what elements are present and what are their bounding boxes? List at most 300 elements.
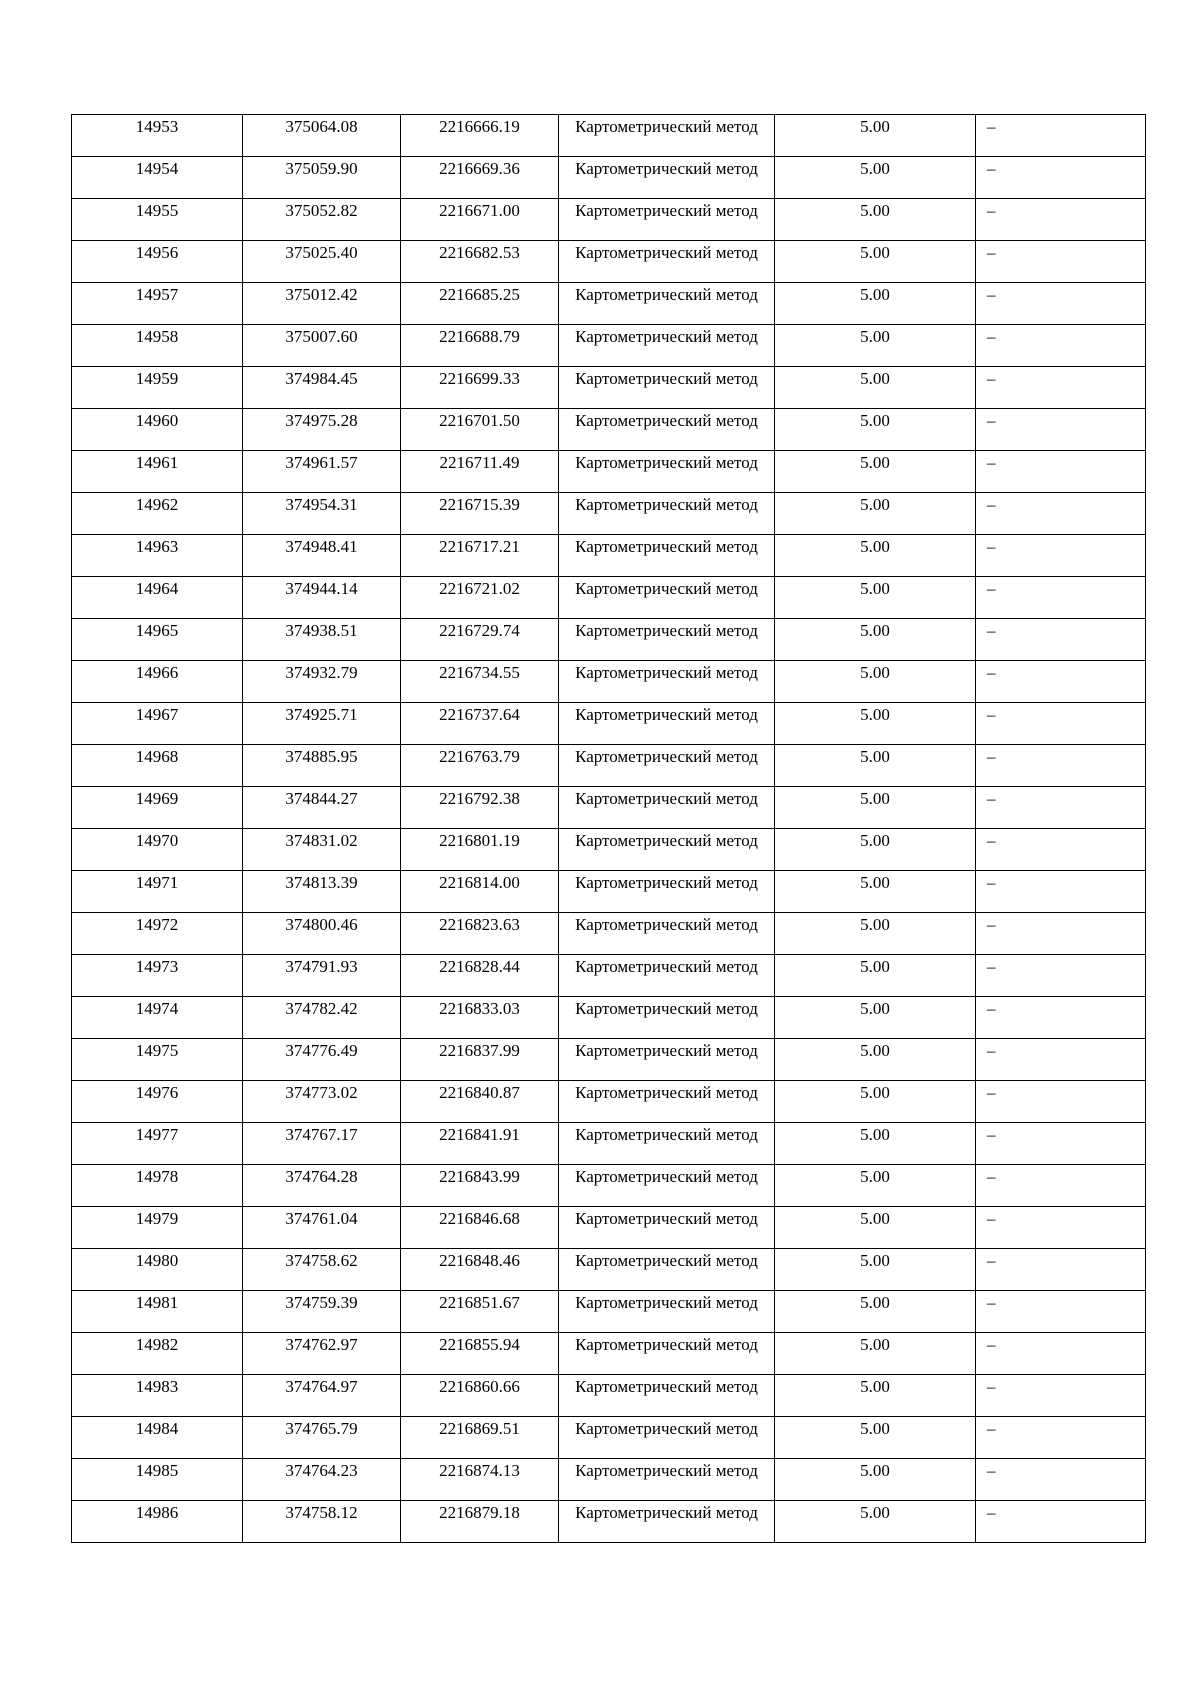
note-cell xyxy=(976,1081,1146,1123)
y-coordinate-cell-text: 2216840.87 xyxy=(439,1083,520,1102)
method-cell xyxy=(559,451,775,493)
note-cell-text: – xyxy=(987,831,996,850)
accuracy-cell xyxy=(775,703,976,745)
y-coordinate-cell xyxy=(401,1501,559,1543)
table-row xyxy=(72,913,1146,955)
y-coordinate-cell-text: 2216843.99 xyxy=(439,1167,520,1186)
note-cell xyxy=(976,367,1146,409)
accuracy-cell-text: 5.00 xyxy=(860,411,890,430)
accuracy-cell xyxy=(775,955,976,997)
point-id-cell-text: 14963 xyxy=(135,537,179,556)
note-cell-text: – xyxy=(987,201,996,220)
note-cell-text: – xyxy=(987,1461,996,1480)
x-coordinate-cell xyxy=(243,619,401,661)
accuracy-cell-text: 5.00 xyxy=(860,495,890,514)
y-coordinate-cell-text: 2216669.36 xyxy=(439,159,520,178)
y-coordinate-cell xyxy=(401,829,559,871)
y-coordinate-cell xyxy=(401,283,559,325)
y-coordinate-cell-text: 2216841.91 xyxy=(439,1125,520,1144)
method-cell xyxy=(559,1291,775,1333)
note-cell xyxy=(976,451,1146,493)
point-id-cell xyxy=(72,829,243,871)
note-cell-text: – xyxy=(987,621,996,640)
point-id-cell xyxy=(72,325,243,367)
note-cell-text: – xyxy=(987,369,996,388)
accuracy-cell-text: 5.00 xyxy=(860,789,890,808)
y-coordinate-cell xyxy=(401,1249,559,1291)
method-cell xyxy=(559,871,775,913)
note-cell xyxy=(976,1459,1146,1501)
accuracy-cell xyxy=(775,409,976,451)
method-cell xyxy=(559,1123,775,1165)
x-coordinate-cell-text: 374776.49 xyxy=(285,1041,358,1060)
point-id-cell xyxy=(72,1459,243,1501)
note-cell xyxy=(976,1207,1146,1249)
note-cell-text: – xyxy=(987,1125,996,1144)
y-coordinate-cell-text: 2216823.63 xyxy=(439,915,520,934)
x-coordinate-cell-text: 374975.28 xyxy=(285,411,358,430)
coordinates-table xyxy=(71,114,1146,1543)
table-row xyxy=(72,703,1146,745)
note-cell xyxy=(976,1039,1146,1081)
point-id-cell-text: 14970 xyxy=(135,831,179,850)
note-cell-text: – xyxy=(987,1251,996,1270)
y-coordinate-cell-text: 2216701.50 xyxy=(439,411,520,430)
method-cell-text: Картометрический метод xyxy=(575,1419,758,1438)
point-id-cell xyxy=(72,493,243,535)
table-row xyxy=(72,115,1146,157)
accuracy-cell-text: 5.00 xyxy=(860,1335,890,1354)
method-cell xyxy=(559,1417,775,1459)
method-cell xyxy=(559,1081,775,1123)
table-row xyxy=(72,1039,1146,1081)
table-row xyxy=(72,493,1146,535)
table-row xyxy=(72,325,1146,367)
point-id-cell xyxy=(72,1291,243,1333)
method-cell-text: Картометрический метод xyxy=(575,369,758,388)
accuracy-cell xyxy=(775,325,976,367)
note-cell-text: – xyxy=(987,411,996,430)
note-cell xyxy=(976,619,1146,661)
method-cell xyxy=(559,787,775,829)
table-row xyxy=(72,1291,1146,1333)
y-coordinate-cell xyxy=(401,661,559,703)
y-coordinate-cell-text: 2216874.13 xyxy=(439,1461,520,1480)
x-coordinate-cell xyxy=(243,1501,401,1543)
x-coordinate-cell xyxy=(243,1207,401,1249)
method-cell xyxy=(559,199,775,241)
y-coordinate-cell-text: 2216711.49 xyxy=(439,453,520,472)
x-coordinate-cell-text: 375012.42 xyxy=(285,285,358,304)
point-id-cell xyxy=(72,367,243,409)
y-coordinate-cell xyxy=(401,241,559,283)
point-id-cell-text: 14978 xyxy=(135,1167,179,1186)
x-coordinate-cell-text: 374762.97 xyxy=(285,1335,358,1354)
table-row xyxy=(72,1165,1146,1207)
x-coordinate-cell xyxy=(243,241,401,283)
y-coordinate-cell-text: 2216688.79 xyxy=(439,327,520,346)
x-coordinate-cell xyxy=(243,199,401,241)
accuracy-cell xyxy=(775,199,976,241)
y-coordinate-cell xyxy=(401,1123,559,1165)
point-id-cell xyxy=(72,787,243,829)
accuracy-cell xyxy=(775,1123,976,1165)
accuracy-cell-text: 5.00 xyxy=(860,537,890,556)
point-id-cell xyxy=(72,703,243,745)
note-cell-text: – xyxy=(987,747,996,766)
method-cell xyxy=(559,283,775,325)
note-cell-text: – xyxy=(987,1503,996,1522)
y-coordinate-cell xyxy=(401,1207,559,1249)
note-cell xyxy=(976,997,1146,1039)
point-id-cell-text: 14971 xyxy=(135,873,179,892)
table-row xyxy=(72,1081,1146,1123)
method-cell-text: Картометрический метод xyxy=(575,579,758,598)
accuracy-cell xyxy=(775,1249,976,1291)
x-coordinate-cell-text: 374764.23 xyxy=(285,1461,358,1480)
y-coordinate-cell xyxy=(401,1081,559,1123)
x-coordinate-cell xyxy=(243,1417,401,1459)
accuracy-cell xyxy=(775,493,976,535)
method-cell xyxy=(559,1165,775,1207)
accuracy-cell xyxy=(775,451,976,493)
accuracy-cell xyxy=(775,829,976,871)
x-coordinate-cell xyxy=(243,115,401,157)
y-coordinate-cell xyxy=(401,871,559,913)
point-id-cell xyxy=(72,283,243,325)
accuracy-cell-text: 5.00 xyxy=(860,369,890,388)
point-id-cell-text: 14967 xyxy=(135,705,179,724)
point-id-cell-text: 14975 xyxy=(135,1041,179,1060)
x-coordinate-cell-text: 374791.93 xyxy=(285,957,358,976)
table-row xyxy=(72,451,1146,493)
method-cell-text: Картометрический метод xyxy=(575,1461,758,1480)
point-id-cell-text: 14964 xyxy=(135,579,179,598)
x-coordinate-cell-text: 374944.14 xyxy=(285,579,358,598)
method-cell-text: Картометрический метод xyxy=(575,621,758,640)
method-cell xyxy=(559,1333,775,1375)
table-body xyxy=(72,115,1146,1543)
method-cell xyxy=(559,367,775,409)
y-coordinate-cell xyxy=(401,325,559,367)
accuracy-cell xyxy=(775,283,976,325)
y-coordinate-cell xyxy=(401,1291,559,1333)
method-cell-text: Картометрический метод xyxy=(575,411,758,430)
accuracy-cell xyxy=(775,913,976,955)
point-id-cell-text: 14974 xyxy=(135,999,179,1018)
note-cell-text: – xyxy=(987,873,996,892)
point-id-cell xyxy=(72,1165,243,1207)
y-coordinate-cell-text: 2216685.25 xyxy=(439,285,520,304)
y-coordinate-cell xyxy=(401,535,559,577)
point-id-cell-text: 14984 xyxy=(135,1419,179,1438)
accuracy-cell-text: 5.00 xyxy=(860,201,890,220)
point-id-cell xyxy=(72,661,243,703)
y-coordinate-cell xyxy=(401,1459,559,1501)
x-coordinate-cell-text: 374764.97 xyxy=(285,1377,358,1396)
method-cell-text: Картометрический метод xyxy=(575,999,758,1018)
y-coordinate-cell-text: 2216833.03 xyxy=(439,999,520,1018)
x-coordinate-cell-text: 374984.45 xyxy=(285,369,358,388)
note-cell-text: – xyxy=(987,579,996,598)
point-id-cell-text: 14977 xyxy=(135,1125,179,1144)
accuracy-cell-text: 5.00 xyxy=(860,915,890,934)
y-coordinate-cell-text: 2216737.64 xyxy=(439,705,520,724)
note-cell-text: – xyxy=(987,327,996,346)
note-cell xyxy=(976,745,1146,787)
method-cell xyxy=(559,1207,775,1249)
note-cell-text: – xyxy=(987,1293,996,1312)
accuracy-cell-text: 5.00 xyxy=(860,1461,890,1480)
method-cell-text: Картометрический метод xyxy=(575,915,758,934)
table-row xyxy=(72,955,1146,997)
note-cell xyxy=(976,1375,1146,1417)
y-coordinate-cell-text: 2216855.94 xyxy=(439,1335,520,1354)
y-coordinate-cell xyxy=(401,1165,559,1207)
accuracy-cell xyxy=(775,1081,976,1123)
x-coordinate-cell-text: 374761.04 xyxy=(285,1209,358,1228)
accuracy-cell xyxy=(775,535,976,577)
y-coordinate-cell xyxy=(401,1333,559,1375)
note-cell-text: – xyxy=(987,285,996,304)
accuracy-cell-text: 5.00 xyxy=(860,1251,890,1270)
note-cell xyxy=(976,409,1146,451)
point-id-cell-text: 14972 xyxy=(135,915,179,934)
table-row xyxy=(72,1459,1146,1501)
point-id-cell-text: 14959 xyxy=(135,369,179,388)
method-cell xyxy=(559,115,775,157)
x-coordinate-cell xyxy=(243,1039,401,1081)
point-id-cell-text: 14976 xyxy=(135,1083,179,1102)
x-coordinate-cell xyxy=(243,1165,401,1207)
x-coordinate-cell xyxy=(243,451,401,493)
y-coordinate-cell xyxy=(401,745,559,787)
y-coordinate-cell-text: 2216666.19 xyxy=(439,117,520,136)
note-cell xyxy=(976,1333,1146,1375)
y-coordinate-cell-text: 2216721.02 xyxy=(439,579,520,598)
x-coordinate-cell xyxy=(243,871,401,913)
note-cell-text: – xyxy=(987,243,996,262)
note-cell-text: – xyxy=(987,117,996,136)
table-row xyxy=(72,367,1146,409)
method-cell-text: Картометрический метод xyxy=(575,747,758,766)
accuracy-cell-text: 5.00 xyxy=(860,705,890,724)
accuracy-cell xyxy=(775,157,976,199)
x-coordinate-cell xyxy=(243,955,401,997)
x-coordinate-cell xyxy=(243,157,401,199)
accuracy-cell xyxy=(775,577,976,619)
x-coordinate-cell-text: 374800.46 xyxy=(285,915,358,934)
note-cell-text: – xyxy=(987,999,996,1018)
accuracy-cell xyxy=(775,1333,976,1375)
x-coordinate-cell-text: 374961.57 xyxy=(285,453,358,472)
note-cell-text: – xyxy=(987,1209,996,1228)
x-coordinate-cell-text: 374885.95 xyxy=(285,747,358,766)
x-coordinate-cell-text: 374759.39 xyxy=(285,1293,358,1312)
x-coordinate-cell-text: 374954.31 xyxy=(285,495,358,514)
note-cell-text: – xyxy=(987,1419,996,1438)
method-cell-text: Картометрический метод xyxy=(575,1083,758,1102)
point-id-cell xyxy=(72,1207,243,1249)
point-id-cell xyxy=(72,871,243,913)
table-row xyxy=(72,241,1146,283)
note-cell-text: – xyxy=(987,453,996,472)
point-id-cell-text: 14981 xyxy=(135,1293,179,1312)
y-coordinate-cell-text: 2216729.74 xyxy=(439,621,520,640)
method-cell xyxy=(559,1459,775,1501)
x-coordinate-cell-text: 374773.02 xyxy=(285,1083,358,1102)
y-coordinate-cell xyxy=(401,703,559,745)
y-coordinate-cell xyxy=(401,577,559,619)
x-coordinate-cell-text: 374765.79 xyxy=(285,1419,358,1438)
table-row xyxy=(72,1417,1146,1459)
method-cell xyxy=(559,619,775,661)
point-id-cell xyxy=(72,157,243,199)
y-coordinate-cell-text: 2216860.66 xyxy=(439,1377,520,1396)
table-row xyxy=(72,577,1146,619)
accuracy-cell xyxy=(775,1207,976,1249)
note-cell-text: – xyxy=(987,705,996,724)
x-coordinate-cell-text: 374758.62 xyxy=(285,1251,358,1270)
accuracy-cell xyxy=(775,871,976,913)
y-coordinate-cell xyxy=(401,367,559,409)
accuracy-cell xyxy=(775,619,976,661)
point-id-cell xyxy=(72,1417,243,1459)
method-cell-text: Картометрический метод xyxy=(575,1293,758,1312)
note-cell xyxy=(976,535,1146,577)
y-coordinate-cell xyxy=(401,1417,559,1459)
method-cell xyxy=(559,913,775,955)
point-id-cell-text: 14961 xyxy=(135,453,179,472)
point-id-cell xyxy=(72,1501,243,1543)
x-coordinate-cell xyxy=(243,535,401,577)
y-coordinate-cell-text: 2216814.00 xyxy=(439,873,520,892)
point-id-cell xyxy=(72,199,243,241)
method-cell xyxy=(559,745,775,787)
point-id-cell xyxy=(72,1249,243,1291)
x-coordinate-cell-text: 374932.79 xyxy=(285,663,358,682)
y-coordinate-cell xyxy=(401,619,559,661)
accuracy-cell xyxy=(775,241,976,283)
y-coordinate-cell-text: 2216715.39 xyxy=(439,495,520,514)
y-coordinate-cell-text: 2216699.33 xyxy=(439,369,520,388)
note-cell xyxy=(976,115,1146,157)
note-cell xyxy=(976,955,1146,997)
point-id-cell-text: 14953 xyxy=(135,117,179,136)
method-cell xyxy=(559,997,775,1039)
point-id-cell xyxy=(72,241,243,283)
note-cell-text: – xyxy=(987,159,996,178)
x-coordinate-cell-text: 374767.17 xyxy=(285,1125,358,1144)
point-id-cell-text: 14954 xyxy=(135,159,179,178)
accuracy-cell xyxy=(775,1375,976,1417)
method-cell-text: Картометрический метод xyxy=(575,663,758,682)
x-coordinate-cell xyxy=(243,913,401,955)
accuracy-cell-text: 5.00 xyxy=(860,957,890,976)
method-cell-text: Картометрический метод xyxy=(575,1335,758,1354)
note-cell-text: – xyxy=(987,1083,996,1102)
y-coordinate-cell-text: 2216717.21 xyxy=(439,537,520,556)
method-cell-text: Картометрический метод xyxy=(575,327,758,346)
accuracy-cell-text: 5.00 xyxy=(860,1209,890,1228)
table-row xyxy=(72,1375,1146,1417)
accuracy-cell-text: 5.00 xyxy=(860,1419,890,1438)
note-cell-text: – xyxy=(987,1377,996,1396)
x-coordinate-cell xyxy=(243,409,401,451)
method-cell xyxy=(559,157,775,199)
y-coordinate-cell xyxy=(401,409,559,451)
y-coordinate-cell-text: 2216828.44 xyxy=(439,957,520,976)
point-id-cell xyxy=(72,997,243,1039)
table-row xyxy=(72,829,1146,871)
note-cell xyxy=(976,913,1146,955)
x-coordinate-cell-text: 374831.02 xyxy=(285,831,358,850)
point-id-cell-text: 14955 xyxy=(135,201,179,220)
method-cell-text: Картометрический метод xyxy=(575,1041,758,1060)
point-id-cell xyxy=(72,451,243,493)
accuracy-cell-text: 5.00 xyxy=(860,747,890,766)
y-coordinate-cell-text: 2216763.79 xyxy=(439,747,520,766)
x-coordinate-cell-text: 374938.51 xyxy=(285,621,358,640)
x-coordinate-cell xyxy=(243,703,401,745)
note-cell xyxy=(976,829,1146,871)
point-id-cell-text: 14979 xyxy=(135,1209,179,1228)
accuracy-cell-text: 5.00 xyxy=(860,1503,890,1522)
x-coordinate-cell-text: 375059.90 xyxy=(285,159,358,178)
point-id-cell-text: 14973 xyxy=(135,957,179,976)
point-id-cell xyxy=(72,745,243,787)
y-coordinate-cell-text: 2216879.18 xyxy=(439,1503,520,1522)
note-cell-text: – xyxy=(987,495,996,514)
accuracy-cell-text: 5.00 xyxy=(860,159,890,178)
table-row xyxy=(72,157,1146,199)
x-coordinate-cell-text: 374764.28 xyxy=(285,1167,358,1186)
note-cell xyxy=(976,871,1146,913)
accuracy-cell xyxy=(775,1459,976,1501)
table-row xyxy=(72,199,1146,241)
note-cell xyxy=(976,325,1146,367)
note-cell xyxy=(976,1417,1146,1459)
method-cell xyxy=(559,955,775,997)
method-cell-text: Картометрический метод xyxy=(575,1209,758,1228)
point-id-cell-text: 14980 xyxy=(135,1251,179,1270)
method-cell xyxy=(559,1249,775,1291)
method-cell-text: Картометрический метод xyxy=(575,705,758,724)
note-cell xyxy=(976,1501,1146,1543)
x-coordinate-cell-text: 375007.60 xyxy=(285,327,358,346)
method-cell-text: Картометрический метод xyxy=(575,285,758,304)
accuracy-cell-text: 5.00 xyxy=(860,1167,890,1186)
accuracy-cell-text: 5.00 xyxy=(860,873,890,892)
note-cell xyxy=(976,577,1146,619)
point-id-cell xyxy=(72,1039,243,1081)
x-coordinate-cell-text: 374813.39 xyxy=(285,873,358,892)
point-id-cell-text: 14985 xyxy=(135,1461,179,1480)
x-coordinate-cell-text: 374925.71 xyxy=(285,705,358,724)
y-coordinate-cell-text: 2216851.67 xyxy=(439,1293,520,1312)
accuracy-cell xyxy=(775,1291,976,1333)
accuracy-cell-text: 5.00 xyxy=(860,285,890,304)
accuracy-cell-text: 5.00 xyxy=(860,327,890,346)
method-cell-text: Картометрический метод xyxy=(575,537,758,556)
accuracy-cell xyxy=(775,367,976,409)
y-coordinate-cell-text: 2216846.68 xyxy=(439,1209,520,1228)
method-cell-text: Картометрический метод xyxy=(575,789,758,808)
y-coordinate-cell-text: 2216682.53 xyxy=(439,243,520,262)
x-coordinate-cell xyxy=(243,1291,401,1333)
point-id-cell xyxy=(72,1375,243,1417)
note-cell-text: – xyxy=(987,537,996,556)
